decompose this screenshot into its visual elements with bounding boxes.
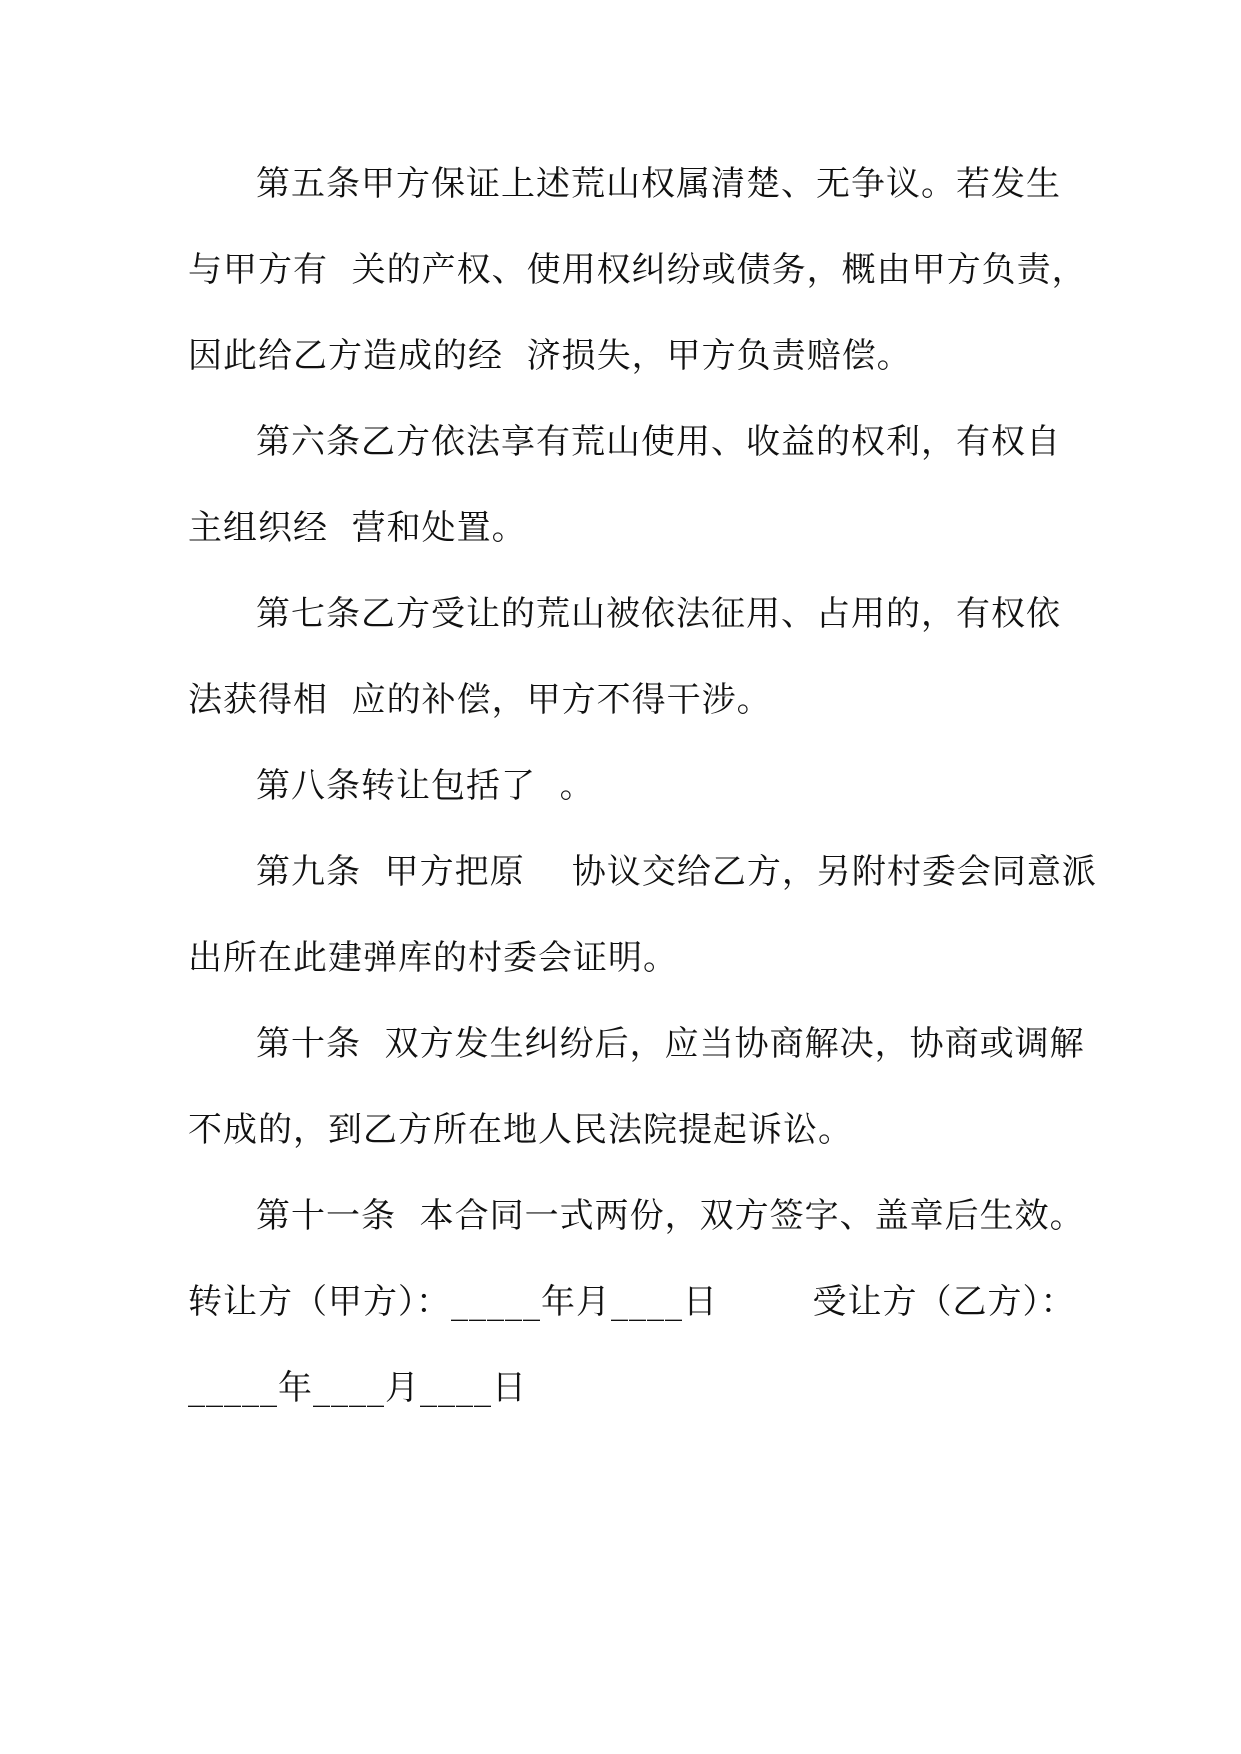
article-6-line-2: 主组织经 营和处置。 — [188, 508, 527, 548]
signature-line-2: _____年____月____日 — [188, 1368, 527, 1408]
article-10-line-1: 第十条 双方发生纠纷后，应当协商解决，协商或调解 — [256, 1024, 1085, 1064]
article-11-line-1: 第十一条 本合同一式两份，双方签字、盖章后生效。 — [256, 1196, 1085, 1236]
article-9-line-2: 出所在此建弹库的村委会证明。 — [188, 938, 678, 978]
article-10-line-2: 不成的，到乙方所在地人民法院提起诉讼。 — [188, 1110, 853, 1150]
article-6-line-1: 第六条乙方依法享有荒山使用、收益的权利，有权自 — [256, 422, 1061, 462]
article-5-line-2: 与甲方有 关的产权、使用权纠纷或债务，概由甲方负责， — [188, 250, 1087, 290]
article-5-line-1: 第五条甲方保证上述荒山权属清楚、无争议。若发生 — [256, 164, 1061, 204]
article-8-line-1: 第八条转让包括了 。 — [256, 766, 595, 806]
article-9-line-1: 第九条 甲方把原 协议交给乙方，另附村委会同意派 — [256, 852, 1097, 892]
article-5-line-3: 因此给乙方造成的经 济损失，甲方负责赔偿。 — [188, 336, 912, 376]
signature-line-1: 转让方（甲方）：_____年月____日 受让方（乙方）： — [188, 1282, 1076, 1322]
article-7-line-2: 法获得相 应的补偿，甲方不得干涉。 — [188, 680, 772, 720]
article-7-line-1: 第七条乙方受让的荒山被依法征用、占用的，有权依 — [256, 594, 1061, 634]
